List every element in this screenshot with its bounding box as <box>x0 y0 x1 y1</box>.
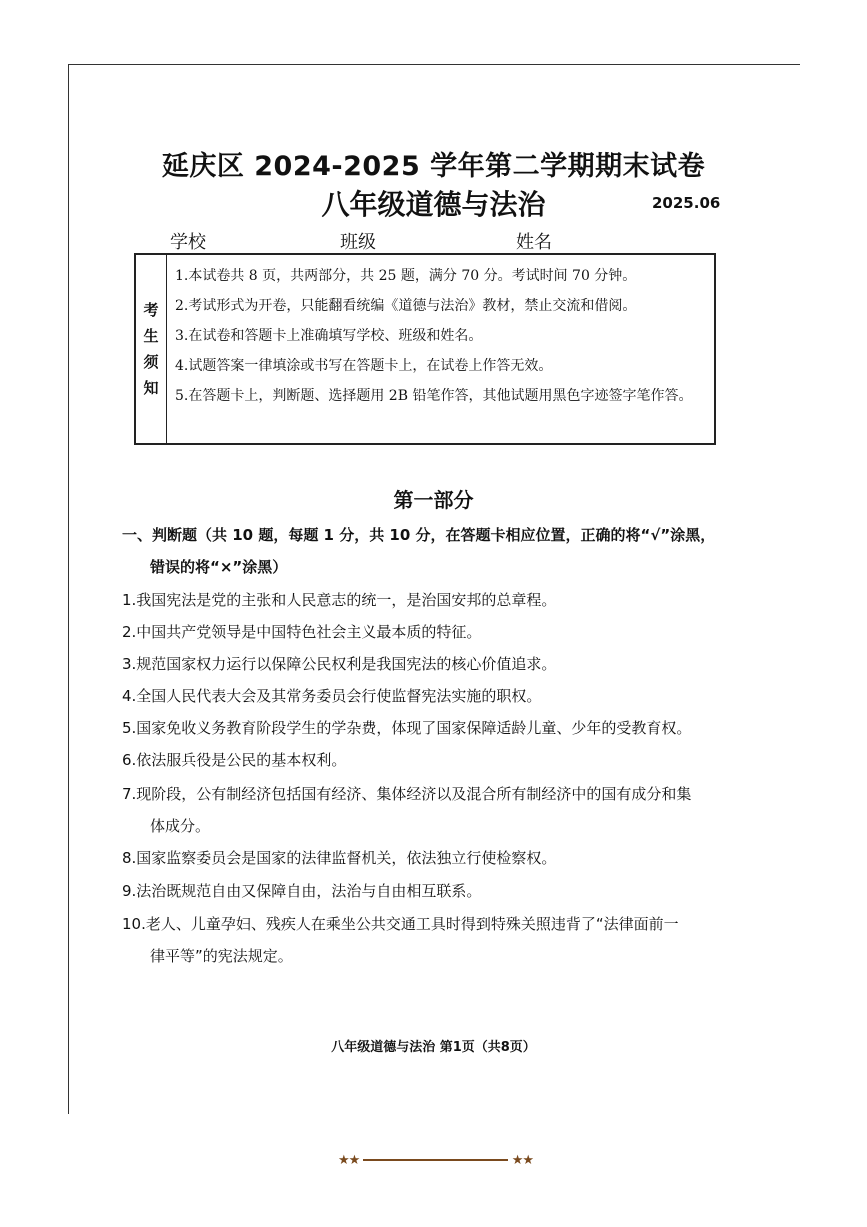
exam-date: 2025.06 <box>652 194 721 212</box>
question-6 <box>122 744 722 776</box>
section-heading <box>122 519 732 583</box>
subject-title: 八年级道德与法治 <box>321 188 546 221</box>
question-text: 10.老人、儿童孕妇、残疾人在乘坐公共交通工具时得到特殊关照违背了“法律面前一 <box>122 915 679 933</box>
notice-items <box>167 255 714 443</box>
school-label: 学校 <box>170 232 206 253</box>
notice-item: 4.试题答案一律填涂或书写在答题卡上，在试卷上作答无效。 <box>175 358 553 374</box>
question-text: 2.中国共产党领导是中国特色社会主义最本质的特征。 <box>122 623 482 641</box>
exam-notice-box <box>134 253 716 445</box>
question-8 <box>122 842 722 874</box>
question-4 <box>122 680 722 712</box>
question-text: 4.全国人民代表大会及其常务委员会行使监督宪法实施的职权。 <box>122 687 542 705</box>
notice-item: 1.本试卷共 8 页，共两部分，共 25 题，满分 70 分。考试时间 70 分钟。 <box>175 268 637 284</box>
question-10 <box>122 908 722 972</box>
question-7 <box>122 778 722 842</box>
notice-side-label <box>136 255 167 443</box>
class-label: 班级 <box>340 232 376 253</box>
question-text: 7.现阶段，公有制经济包括国有经济、集体经济以及混合所有制经济中的国有成分和集 <box>122 785 692 803</box>
notice-item: 2.考试形式为开卷，只能翻看统编《道德与法治》教材，禁止交流和借阅。 <box>175 298 637 314</box>
question-text: 3.规范国家权力运行以保障公民权利是我国宪法的核心价值追求。 <box>122 655 557 673</box>
question-3 <box>122 648 722 680</box>
notice-side-char: 考 <box>143 301 159 319</box>
footer-ornament <box>338 1150 533 1170</box>
question-text: 8.国家监察委员会是国家的法律监督机关，依法独立行使检察权。 <box>122 849 557 867</box>
question-9 <box>122 875 722 907</box>
question-text: 1.我国宪法是党的主张和人民意志的统一，是治国安邦的总章程。 <box>122 591 557 609</box>
question-text: 9.法治既规范自由又保障自由，法治与自由相互联系。 <box>122 882 482 900</box>
ornament-rule <box>363 1159 507 1161</box>
star-icon: ★★ <box>338 1152 360 1168</box>
notice-side-char: 须 <box>143 353 159 371</box>
question-text: 5.国家免收义务教育阶段学生的学杂费，体现了国家保障适龄儿童、少年的受教育权。 <box>122 719 692 737</box>
question-text: 6.依法服兵役是公民的基本权利。 <box>122 751 347 769</box>
question-5 <box>122 712 722 744</box>
section-heading-line: 错误的将“×”涂黑） <box>150 558 288 576</box>
page-frame-top <box>68 64 800 65</box>
name-label: 姓名 <box>516 232 552 253</box>
question-1 <box>122 584 722 616</box>
page-footer: 八年级道德与法治 第1页（共8页） <box>331 1040 536 1055</box>
student-info-fields <box>170 228 694 254</box>
question-text-cont: 体成分。 <box>150 817 211 835</box>
question-text-cont: 律平等”的宪法规定。 <box>150 947 293 965</box>
question-2 <box>122 616 722 648</box>
name-field[interactable] <box>552 235 692 254</box>
exam-title: 延庆区 2024-2025 学年第二学期期末试卷 <box>161 151 706 182</box>
notice-item: 5.在答题卡上，判断题、选择题用 2B 铅笔作答，其他试题用黑色字迹签字笔作答。 <box>175 388 693 404</box>
notice-side-char: 知 <box>143 379 159 397</box>
school-field[interactable] <box>206 235 338 254</box>
part-title: 第一部分 <box>393 488 474 512</box>
class-field[interactable] <box>376 235 514 254</box>
notice-item: 3.在试卷和答题卡上准确填写学校、班级和姓名。 <box>175 328 483 344</box>
notice-side-char: 生 <box>143 327 159 345</box>
section-heading-line: 一、判断题（共 10 题，每题 1 分，共 10 分，在答题卡相应位置，正确的将“√”涂黑， <box>122 526 716 544</box>
star-icon: ★★ <box>511 1152 533 1168</box>
